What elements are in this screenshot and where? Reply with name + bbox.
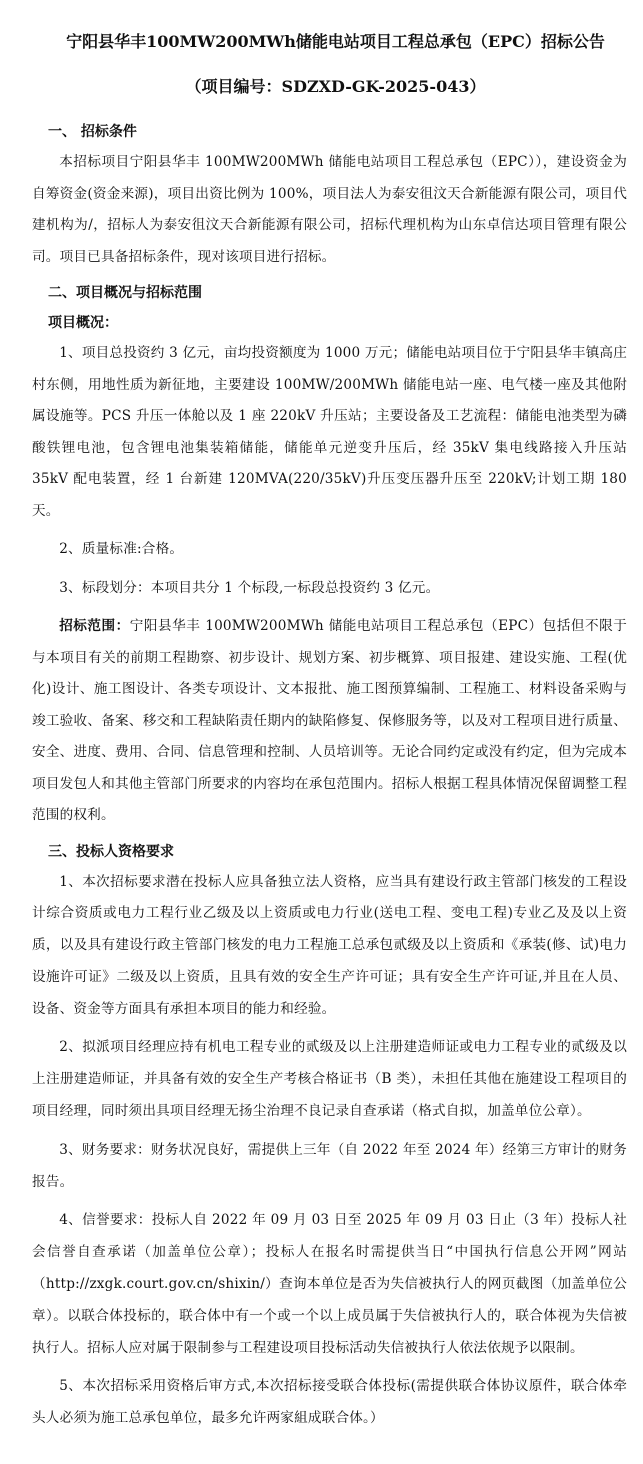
qualification-item-project-manager: 2、拟派项目经理应持有机电工程专业的贰级及以上注册建造师证或电力工程专业的贰级及以上注册建造师证，并具备有效的安全生产考核合格证书（B 类），未担任其他在施建设工程项目的项目经理，同时须出具项目经理无扬尘治理不良记录自查承诺（格式自拟，加盖单位公章）。 <box>32 1039 627 1120</box>
section-heading-qualification: 三、投标人资格要求 <box>48 843 174 860</box>
tender-scope-paragraph <box>32 611 627 832</box>
qualification-item-consortium: 5、本次招标采用资格后审方式,本次招标接受联合体投标(需提供联合体协议原件，联合体牵头人必须为施工总承包单位，最多允许两家組成联合体。） <box>32 1378 627 1427</box>
overview-item-investment: 1、项目总投资约 3 亿元，亩均投资额度为 1000 万元；储能电站项目位于宁阳县华丰镇高庄村东侧，用地性质为新征地，主要建设 100MW/200MWh 储能电站一座、电气楼一座及其他附属设施等。PCS 升压一体舱以及 1 座 220kV 升压站；主要设备及工艺流程：储能电池类型为磷酸铁锂电池，包含锂电池集装箱储能，储能单元逆变升压后，经 35kV 集电线路接入升压站 35kV 配电装置，经 1 台新建 120MVA(220/35kV)升压变压器升压至 220kV;计划工期 180 天。 <box>32 345 627 519</box>
tender-scope-body: 宁阳县华丰 100MW200MWh 储能电站项目工程总承包（EPC）包括但不限于与本项目有关的前期工程勘察、初步设计、规划方案、初步概算、项目报建、建设实施、工程(优化)设计、施工图设计、各类专项设计、文本报批、施工图预算编制、工程施工、材料设备采购与竣工验收、备案、移交和工程缺陷责任期内的缺陷修复、保修服务等，以及对工程项目进行质量、安全、进度、费用、合同、信息管理和控制、人员培训等。无论合同约定或没有约定，但为完成本项目发包人和其他主管部门所要求的内容均在承包范围内。招标人根据工程具体情况保留调整工程范围的权利。 <box>32 618 627 823</box>
overview-item-lots: 3、标段划分：本项目共分 1 个标段,一标段总投资约 3 亿元。 <box>59 579 440 596</box>
qualification-item-credit: 4、信誉要求：投标人自 2022 年 09 月 03 日至 2025 年 09 月 03 日止（3 年）投标人社会信誉自查承诺（加盖单位公章）；投标人在报名时需提供当日“中国执行信息公开网”网站 （http://zxgk.court.gov.cn/shixin/）查询本单位是否为失信被执行人的网页截图（加盖单位公章）。以联合体投标的，联合体中有一个或一个以上成员属于失信被执行人的，联合体视为失信被执行人。招标人应对属于限制参与工程建设项目投标活动失信被执行人依法依规予以限制。 <box>32 1212 627 1356</box>
tender-scope-label: 招标范围： <box>59 618 130 634</box>
section-heading-tender-conditions: 一、 招标条件 <box>48 124 137 140</box>
overview-item-quality: 2、质量标准:合格。 <box>59 541 184 557</box>
qualification-item-financial: 3、财务要求：财务状况良好，需提供上三年（自 2022 年至 2024 年）经第三方审计的财务报告。 <box>32 1141 627 1190</box>
section-heading-overview-scope: 二、项目概况与招标范围 <box>48 285 202 301</box>
qualification-item-legal-entity: 1、本次招标要求潜在投标人应具备独立法人资格，应当具有建设行政主管部门核发的工程设计综合资质或电力工程行业乙级及以上资质或电力行业(送电工程、变电工程)专业乙及及以上资质，以及具有建设行政主管部门核发的电力工程施工总承包贰级及以上资质和《承装(修、试)电力设施许可证》二级及以上资质，且具有效的安全生产许可证；具有安全生产许可证,并且在人员、设备、资金等方面具有承担本项目的能力和经验。 <box>32 873 627 1017</box>
project-overview-label: 项目概况： <box>48 315 118 331</box>
document-title: 宁阳县华丰100MW200MWh储能电站项目工程总承包（EPC）招标公告 <box>66 32 605 51</box>
project-code: （项目编号：SDZXD-GK-2025-043） <box>185 77 486 96</box>
tender-conditions-paragraph: 本招标项目宁阳县华丰 100MW200MWh 储能电站项目工程总承包（EPC）），建设资金为自筹资金(资金来源)，项目出资比例为 100%，项目法人为泰安徂汶天合新能源有限公司，项目代建机构为/，招标人为泰安徂汶天合新能源有限公司，招标代理机构为山东卓信达项目管理有限公司。项目已具备招标条件，现对该项目进行招标。 <box>32 154 627 265</box>
